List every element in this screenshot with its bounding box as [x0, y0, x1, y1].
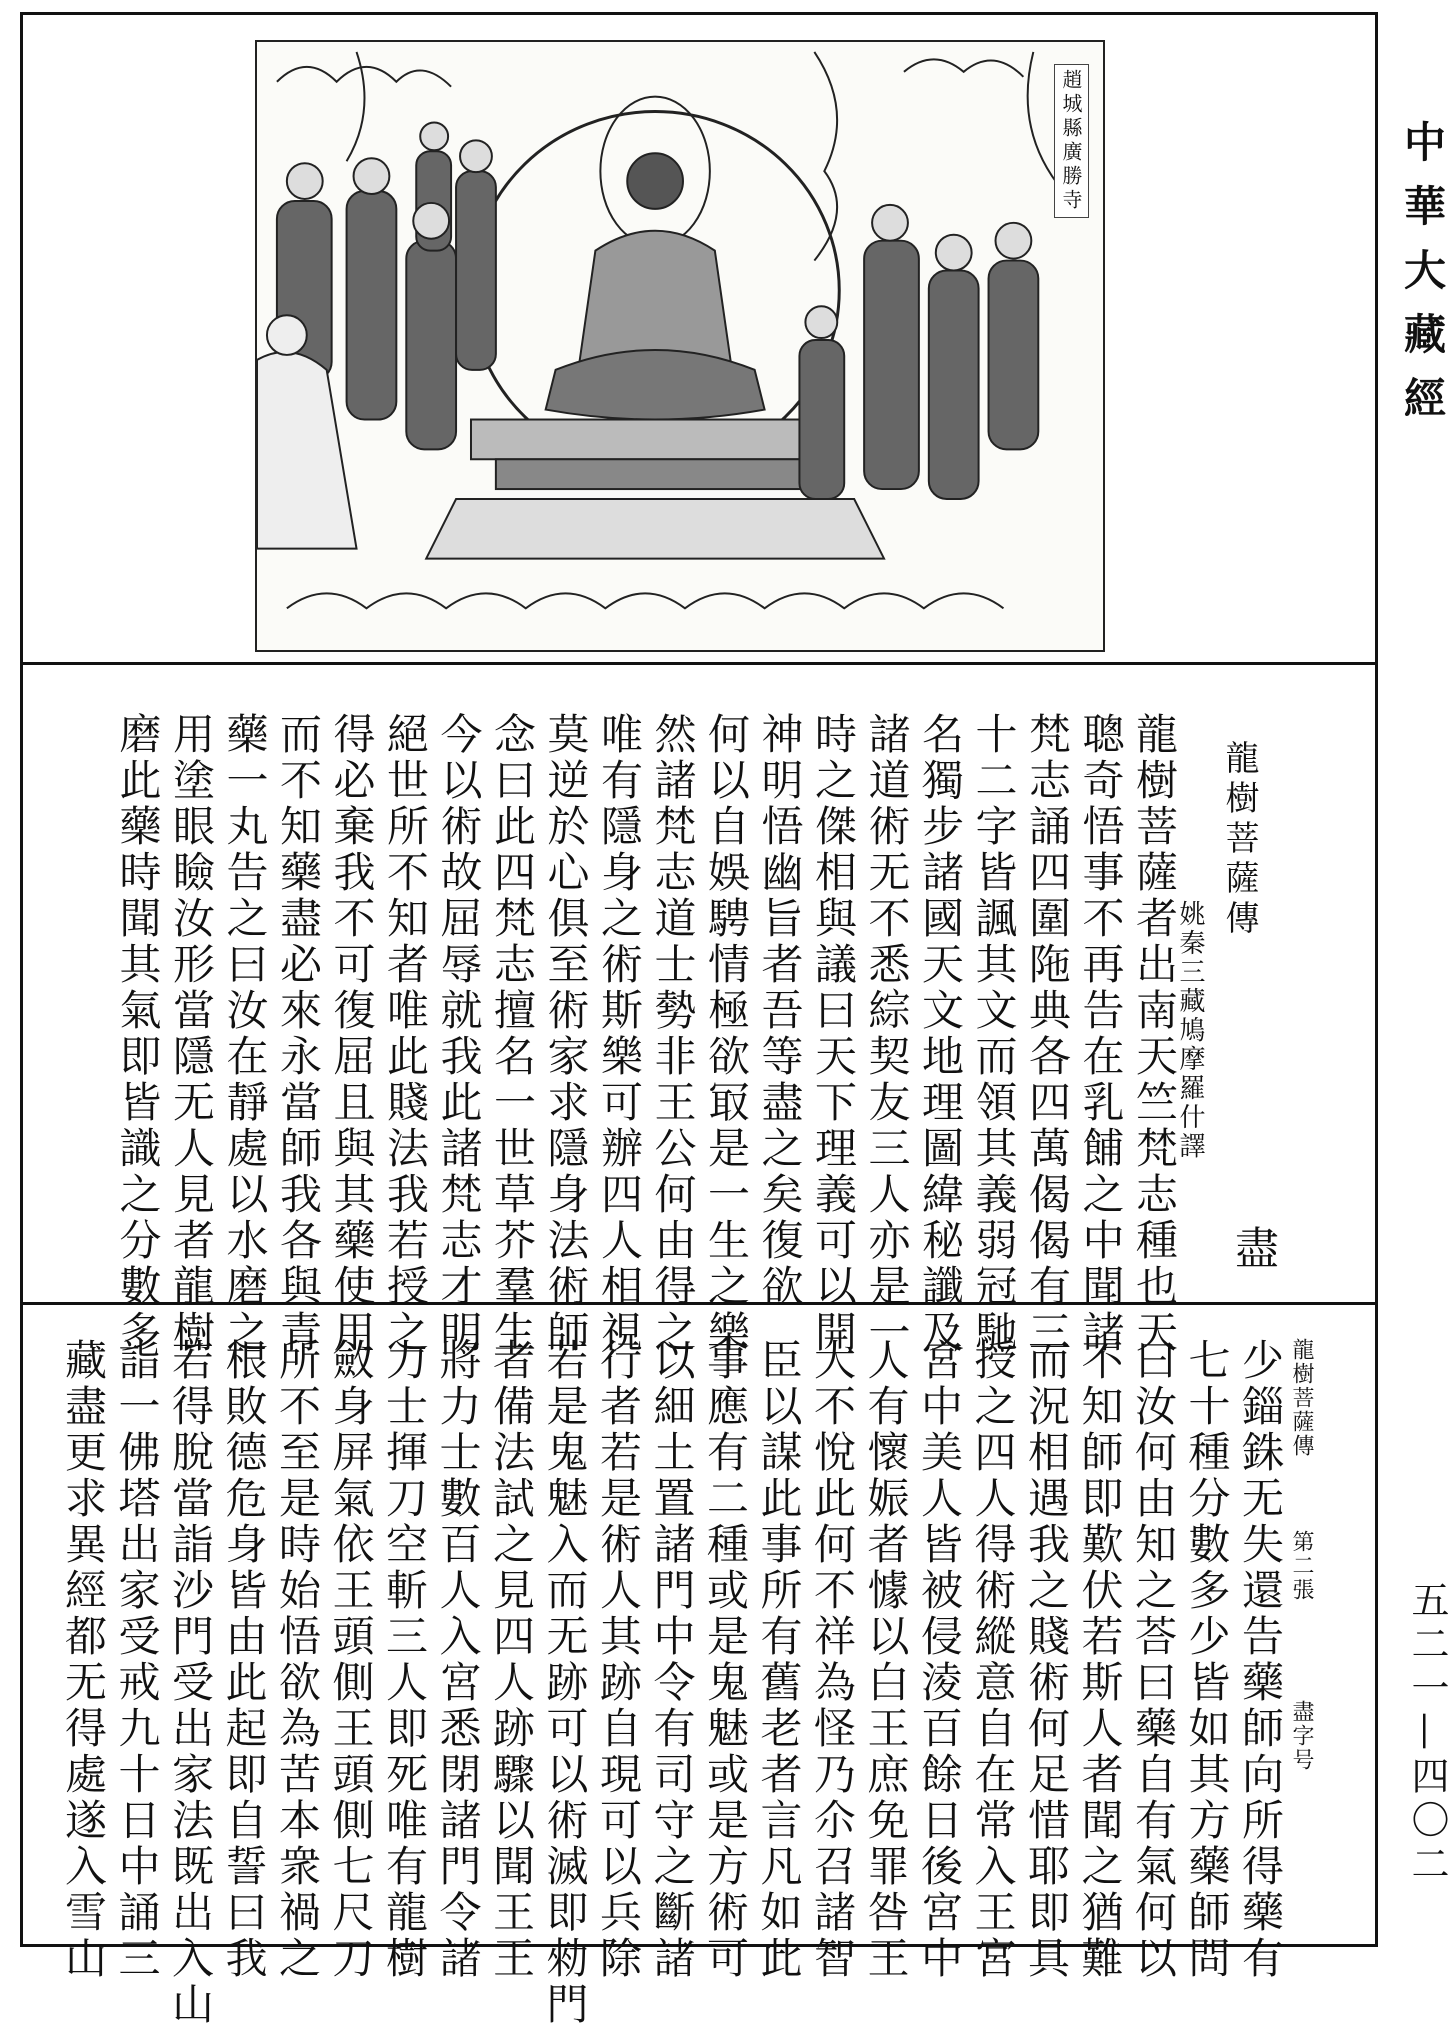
text-column: 何以自娛騁情極欲冣是一生之樂 [702, 712, 751, 1356]
page-number: 五二一—四〇二 [1405, 1580, 1449, 1888]
text-column: 少錙銖无失還告藥師向所得藥有 [1236, 1338, 1285, 1982]
volume-mark: 盡 [1227, 1225, 1278, 1269]
text-column: 而況相遇我之賤術何足惜耶即具 [1022, 1338, 1071, 1982]
text-column: 絕世所不知者唯此賤法我若授之 [381, 712, 430, 1356]
text-column: 曰汝何由知之荅曰藥自有氣何以 [1129, 1338, 1178, 1982]
translator-credit: 姚秦三藏鳩摩羅什譯 [1175, 900, 1205, 1161]
collection-title: 中華大藏經 [1398, 120, 1447, 440]
text-column: 不知師即歎伏若斯人者聞之猶難 [1075, 1338, 1125, 1982]
text-column: 若得脫當詣沙門受出家法既出入山 [166, 1338, 215, 2028]
text-column: 人有懷娠者懅以白王庶免罪咎王 [861, 1338, 911, 1982]
text-column: 龍樹菩薩者出南天竺梵志種也天 [1130, 712, 1179, 1356]
text-column: 今以術故屈辱就我此諸梵志才明 [434, 712, 484, 1356]
text-column: 以細土置諸門中令有司守之斷諸 [647, 1338, 697, 1982]
text-column: 然諸梵志道士勢非王公何由得之 [648, 712, 698, 1356]
text-column: 得必棄我不可復屈且與其藥使用 [327, 712, 377, 1356]
text-column: 時之傑相與議曰天下理義可以開 [809, 712, 858, 1356]
text-column: 七十種分數多少皆如其方藥師問 [1182, 1338, 1232, 1982]
text-column: 藏盡更求異經都无得處遂入雪山 [59, 1338, 108, 1982]
text-column: 磨此藥時聞其氣即皆識之分數多 [113, 712, 163, 1356]
section-divider [20, 662, 1378, 665]
text-column: 授之四人得術縱意自在常入王宮 [968, 1338, 1018, 1982]
illustration-label: 趙城縣廣勝寺 [1054, 64, 1089, 218]
text-column: 梵志誦四圍陁典各四萬偈偈有三 [1023, 712, 1072, 1356]
section-title: 龍樹菩薩傳 [1219, 740, 1259, 940]
text-column: 根敗德危身皆由此起即自誓曰我 [219, 1338, 269, 1982]
text-column: 用塗眼瞼汝形當隱无人見者龍樹 [167, 712, 216, 1356]
buddha-assembly-image [257, 42, 1103, 650]
text-column: 諸道術无不悉綜契友三人亦是一 [862, 712, 912, 1356]
sheet-number: 第二張 [1289, 1530, 1314, 1602]
text-column: 事應有二種或是鬼魅或是方術可 [701, 1338, 750, 1982]
text-column: 藥一丸告之曰汝在靜處以水磨之 [220, 712, 270, 1356]
text-column: 臣以謀此事所有舊老者言凡如此 [754, 1338, 804, 1982]
text-column: 斂身屏氣依王頭側王頭側七尺刀 [326, 1338, 376, 1982]
text-column: 莫逆於心俱至術家求隱身法術師 [541, 712, 591, 1356]
text-column: 而不知藥盡必來永當師我各與青 [274, 712, 323, 1356]
text-column: 者備法試之見四人跡驟以聞王王 [487, 1338, 536, 1982]
text-column: 唯有隱身之術斯樂可辦四人相視 [595, 712, 644, 1356]
text-column: 詣一佛塔出家受戒九十日中誦三 [112, 1338, 162, 1982]
text-column: 將力士數百人入宮悉閉諸門令諸 [433, 1338, 483, 1982]
text-column: 力士揮刀空斬三人即死唯有龍樹 [380, 1338, 429, 1982]
woodblock-illustration [255, 40, 1105, 652]
sheet-mark: 盡字号 [1289, 1700, 1314, 1772]
text-column: 神明悟幽旨者吾等盡之矣復欲 [755, 712, 805, 1310]
text-column: 若是鬼魅入而无跡可以術滅即勑門 [540, 1338, 590, 2028]
text-column: 所不至是時始悟欲為苦本衆禍之 [273, 1338, 322, 1982]
text-column: 宮中美人皆被侵淩百餘日後宮中 [915, 1338, 964, 1982]
running-title: 龍樹菩薩傳 [1289, 1338, 1314, 1458]
text-column: 名獨步諸國天文地理圖緯秘讖及 [916, 712, 965, 1356]
text-column: 聰奇悟事不再告在乳餔之中聞諸 [1076, 712, 1126, 1356]
text-column: 行者若是術人其跡自現可以兵除 [594, 1338, 643, 1982]
text-column: 大不悅此何不祥為怪乃尒召諸智 [808, 1338, 857, 1982]
text-column: 念曰此四梵志擅名一世草芥羣生 [488, 712, 537, 1356]
text-column: 十二字皆諷其文而領其義弱冠馳 [969, 712, 1019, 1356]
